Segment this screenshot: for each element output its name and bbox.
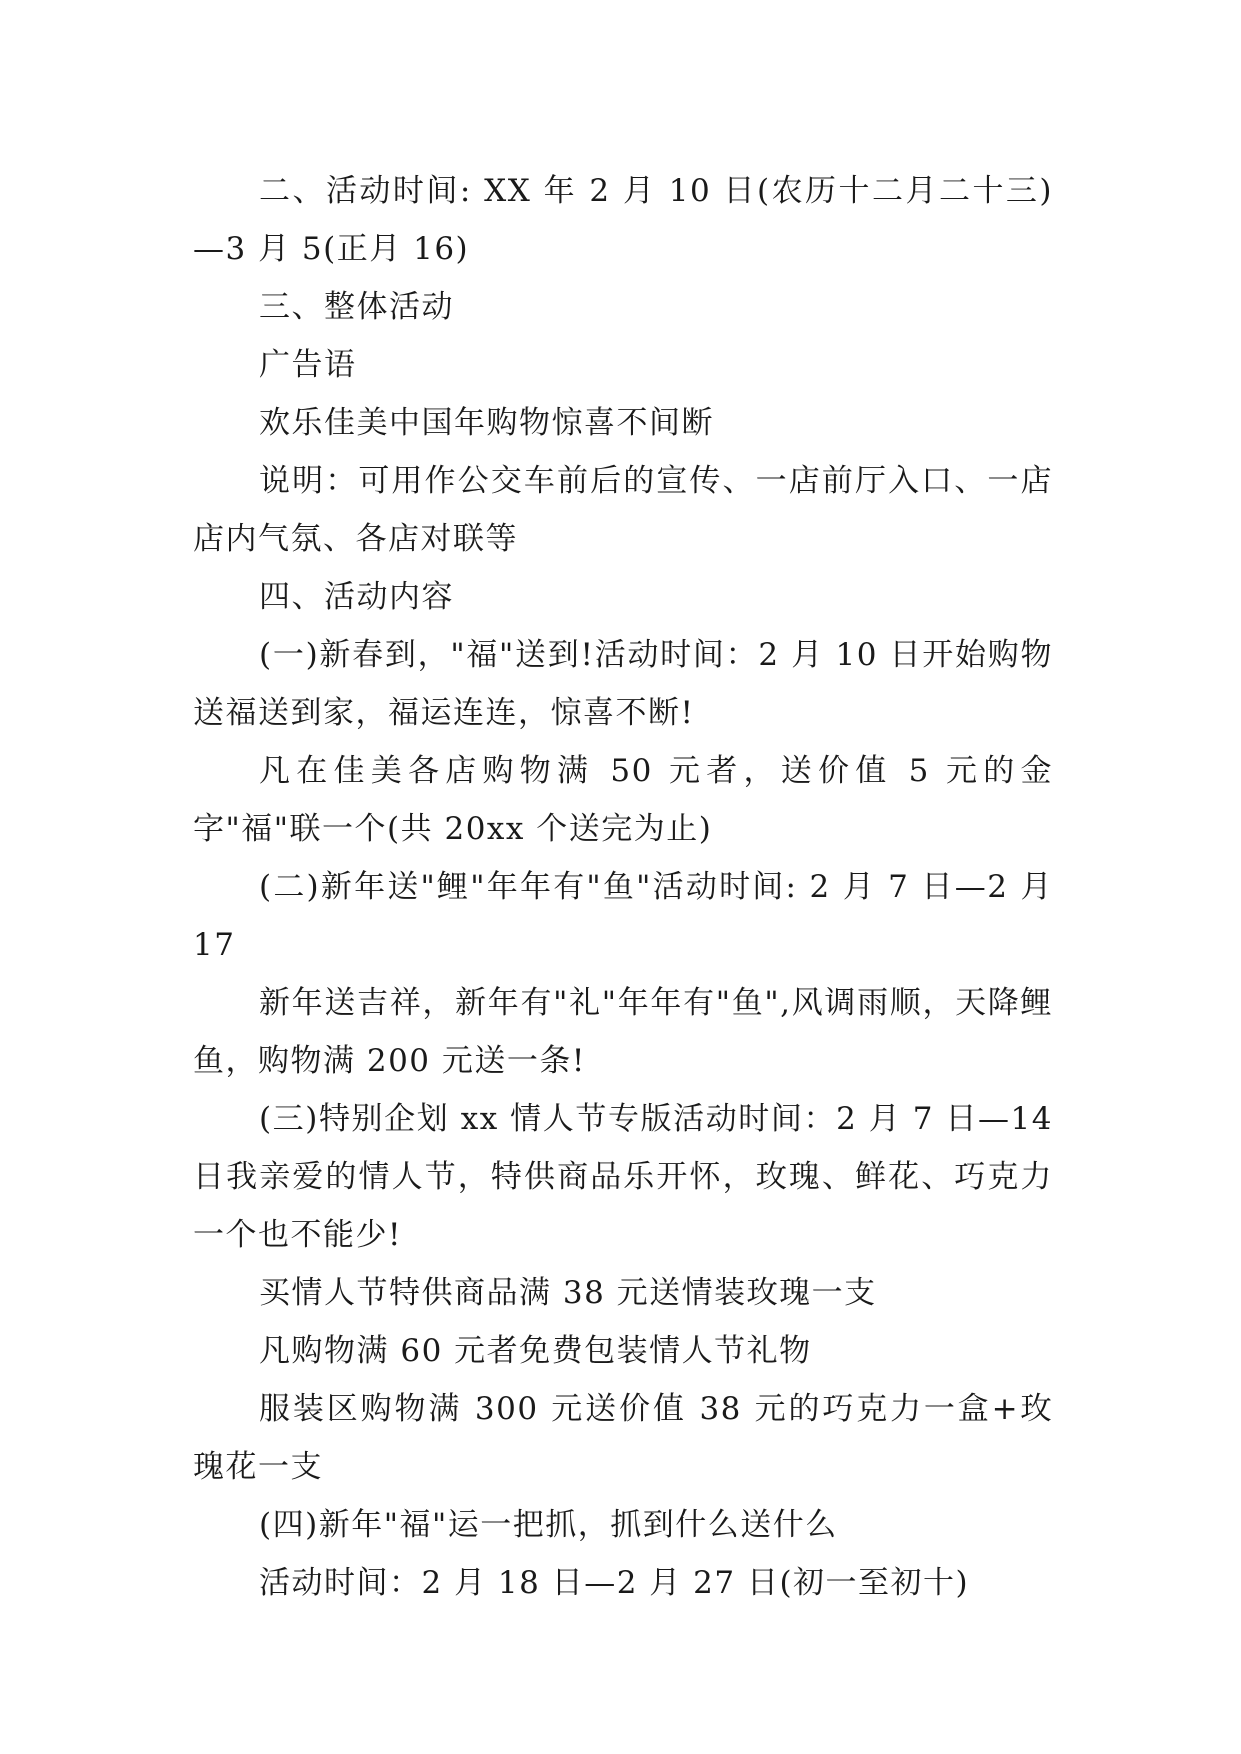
paragraph-section-3-item-2: 凡购物满 60 元者免费包装情人节礼物 — [259, 1333, 812, 1369]
paragraph-section-1: (一)新春到，"福"送到!活动时间：2 月 10 日开始购物送福送到家，福运连连，惊喜不断! — [193, 637, 1053, 731]
paragraph-section-4-time: 活动时间：2 月 18 日—2 月 27 日(初一至初十) — [259, 1565, 970, 1601]
paragraph-section-3: (三)特别企划 xx 情人节专版活动时间：2 月 7 日—14 日我亲爱的情人节，特供商品乐开怀，玫瑰、鲜花、巧克力一个也不能少! — [193, 1101, 1053, 1253]
paragraph-section-3-item-3: 服装区购物满 300 元送价值 38 元的巧克力一盒+玫瑰花一支 — [193, 1391, 1053, 1485]
document-body — [193, 162, 1053, 1612]
paragraph-slogan-text: 欢乐佳美中国年购物惊喜不间断 — [259, 405, 714, 441]
heading-activity-content: 四、活动内容 — [259, 579, 454, 615]
paragraph-section-2: (二)新年送"鲤"年年有"鱼"活动时间: 2 月 7 日—2 月 17 — [193, 869, 1053, 963]
paragraph-section-4: (四)新年"福"运一把抓，抓到什么送什么 — [259, 1507, 838, 1543]
paragraph-slogan-note: 说明：可用作公交车前后的宣传、一店前厅入口、一店店内气氛、各店对联等 — [193, 463, 1053, 557]
paragraph-section-2-detail: 新年送吉祥，新年有"礼"年年有"鱼",风调雨顺，天降鲤鱼，购物满 200 元送一条! — [193, 985, 1053, 1079]
paragraph-section-1-detail: 凡在佳美各店购物满 50 元者，送价值 5 元的金字"福"联一个(共 20xx 个送完为止) — [193, 753, 1053, 847]
paragraph-section-3-item-1: 买情人节特供商品满 38 元送情装玫瑰一支 — [259, 1275, 877, 1311]
heading-overall-activity: 三、整体活动 — [259, 289, 454, 325]
heading-slogan: 广告语 — [259, 347, 357, 383]
paragraph-activity-time: 二、活动时间: XX 年 2 月 10 日(农历十二月二十三)—3 月 5(正月 16) — [193, 173, 1053, 267]
